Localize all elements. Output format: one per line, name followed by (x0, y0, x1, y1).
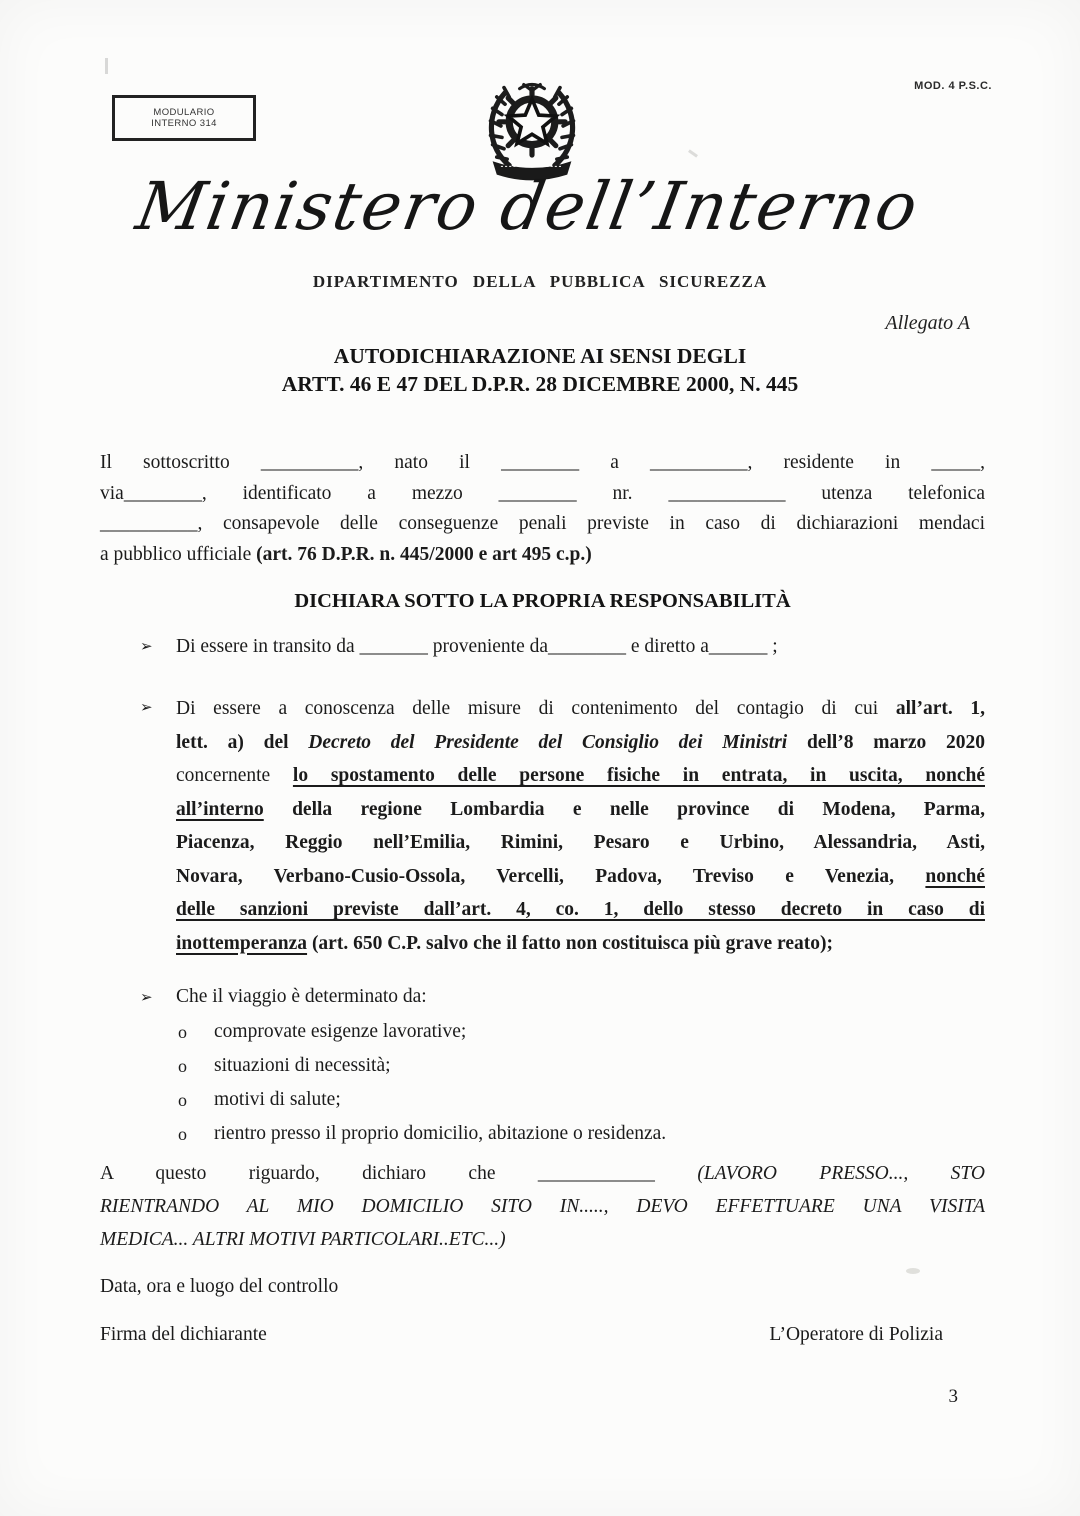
signature-row (100, 1320, 985, 1350)
document-title-line-2: ARTT. 46 E 47 DEL D.P.R. 28 DICEMBRE 2000, N. 445 (281, 372, 799, 396)
ministry-script-title: Ministero dell’Interno (130, 168, 926, 245)
date-time-place-label: Data, ora e luogo del controllo (100, 1276, 339, 1297)
page-number: 3 (948, 1386, 958, 1407)
text-line: Di essere a conoscenza delle misure di contenimento del contagio di cui all’art. 1, (176, 698, 986, 719)
text-line: Piacenza, Reggio nell’Emilia, Rimini, Pesaro e Urbino, Alessandria, Asti, (176, 832, 985, 853)
document-title (0, 342, 1080, 398)
circle-bullet-icon: o (178, 1056, 187, 1076)
text-line: Il sottoscritto __________, nato il ________ a __________, residente in _____, (100, 452, 985, 473)
text-line: Di essere in transito da _______ proveniente da________ e diretto a______ ; (176, 636, 778, 657)
department-line: DIPARTIMENTO DELLA PUBBLICA SICUREZZA (312, 272, 768, 291)
text-line: Novara, Verbano-Cusio-Ossola, Vercelli, Padova, Treviso e Venezia, nonché (176, 865, 985, 887)
bullet-travel-reason (100, 982, 985, 1013)
list-item (100, 1083, 985, 1117)
text-line: inottemperanza (art. 650 C.P. salvo che il fatto non costituisca più grave reato); (176, 932, 833, 954)
arrow-bullet-icon: ➢ (140, 698, 153, 716)
text-line: RIENTRANDO AL MIO DOMICILIO SITO IN....., DEVO EFFETTUARE UNA VISITA (100, 1196, 985, 1217)
document-body (100, 440, 985, 1350)
text-line: delle sanzioni previste dall’art. 4, co. 1, dello stesso decreto in caso di (176, 899, 985, 920)
scan-artifact (105, 58, 108, 74)
declaration-heading: DICHIARA SOTTO LA PROPRIA RESPONSABILITÀ (294, 590, 791, 612)
arrow-bullet-icon: ➢ (140, 637, 153, 655)
text-line: Che il viaggio è determinato da: (176, 986, 427, 1007)
circle-bullet-icon: o (178, 1124, 187, 1144)
circle-bullet-icon: o (178, 1090, 187, 1110)
mod-reference-label: MOD. 4 P.S.C. (914, 80, 992, 92)
bullet-containment-measures (100, 692, 985, 960)
bullet-transit-text (176, 631, 985, 662)
bullet-containment-text (176, 692, 985, 960)
bullet-travel-reason-text (176, 982, 985, 1012)
text-line: A questo riguardo, dichiaro che ____________ (LAVORO PRESSO..., STO (100, 1163, 985, 1184)
allegato-label: Allegato A (885, 312, 970, 334)
option-return-home: rientro presso il proprio domicilio, abitazione o residenza. (214, 1123, 667, 1144)
text-line: __________, consapevole delle conseguenze penali previste in caso di dichiarazioni mendaci (100, 513, 985, 534)
option-work: comprovate esigenze lavorative; (214, 1021, 467, 1042)
scan-artifact (688, 149, 698, 157)
modulario-stamp (112, 95, 256, 141)
declarant-intro-paragraph (100, 448, 985, 570)
text-line: a pubblico ufficiale (art. 76 D.P.R. n. 445/2000 e art 495 c.p.) (100, 543, 592, 565)
list-item (100, 1117, 985, 1151)
police-operator-label: L’Operatore di Polizia (769, 1324, 943, 1345)
text-line: MEDICA... ALTRI MOTIVI PARTICOLARI..ETC...) (100, 1229, 506, 1250)
circle-bullet-icon: o (178, 1022, 187, 1042)
travel-reason-options (100, 1015, 985, 1151)
declarant-signature-label: Firma del dichiarante (100, 1324, 267, 1345)
closing-declaration-paragraph (100, 1157, 985, 1256)
document-title-line-1: AUTODICHIARAZIONE AI SENSI DEGLI (333, 344, 747, 368)
bullet-transit (100, 631, 985, 662)
stamp-line-2: INTERNO 314 (151, 118, 217, 129)
text-line: concernente lo spostamento delle persone fisiche in entrata, in uscita, nonché (176, 765, 985, 786)
option-necessity: situazioni di necessità; (214, 1055, 391, 1076)
option-health: motivi di salute; (214, 1089, 341, 1110)
text-line: via________, identificato a mezzo ________ nr. ____________ utenza telefonica (100, 482, 985, 504)
text-line: all’interno della regione Lombardia e nelle province di Modena, Parma, (176, 798, 985, 820)
list-item (100, 1049, 985, 1083)
arrow-bullet-icon: ➢ (140, 988, 153, 1006)
italy-coat-of-arms-icon (468, 70, 596, 184)
text-line: lett. a) del Decreto del Presidente del Consiglio dei Ministri dell’8 marzo 2020 (176, 731, 985, 753)
list-item (100, 1015, 985, 1049)
stamp-line-1: MODULARIO (153, 107, 215, 118)
